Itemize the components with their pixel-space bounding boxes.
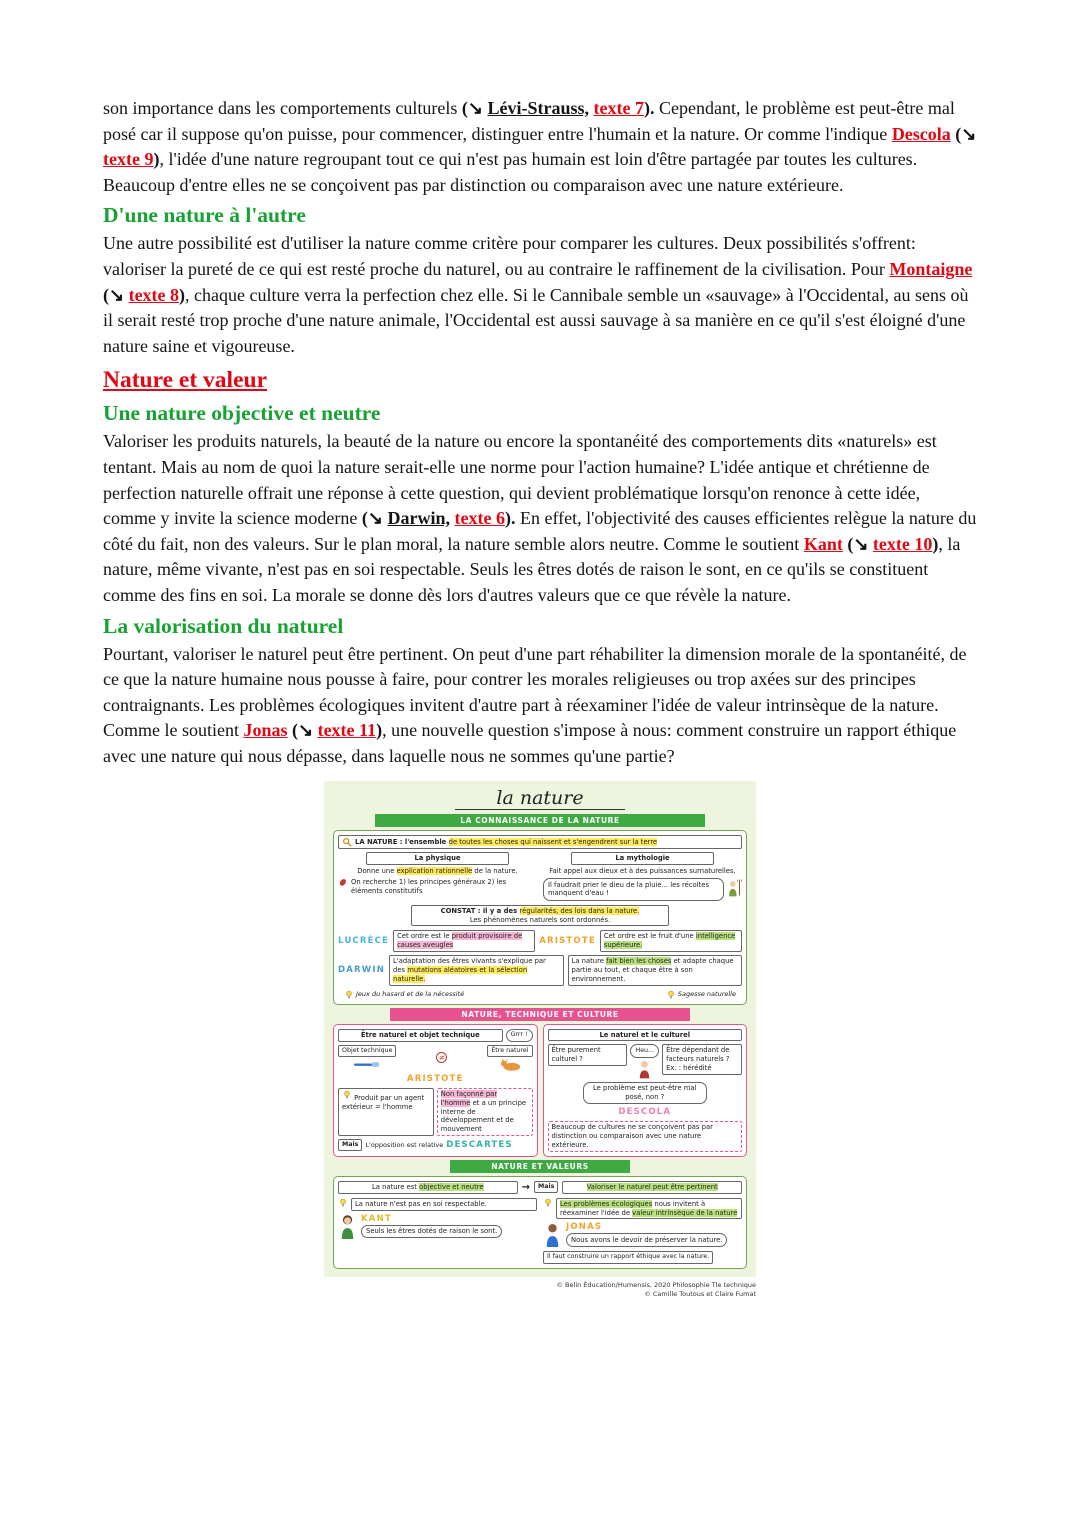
text-run: ) (179, 284, 186, 305)
heading-la-valorisation-du-naturel: La valorisation du naturel (103, 613, 344, 638)
paragraph (103, 96, 977, 198)
captions-row (338, 990, 742, 1000)
link-texte-11[interactable]: texte 11 (317, 720, 377, 741)
caption-right (666, 990, 736, 1000)
paragraph (103, 642, 977, 770)
aristote-highlight: intelligence supérieure. (603, 932, 736, 950)
technique-row (333, 1024, 747, 1157)
lucrece-aristote-row (338, 930, 742, 952)
cultural-question-box: Être purement culturel ? (548, 1044, 628, 1066)
credits (324, 1281, 756, 1301)
definition-text (355, 838, 657, 847)
bulb-icon (666, 990, 676, 1000)
text-run: (↘ (842, 533, 873, 554)
produced-box (338, 1088, 434, 1136)
technique-left-title: Être naturel et objet technique (338, 1029, 503, 1042)
heading-d-une-nature-a-l-autre: D'une nature à l'autre (103, 203, 306, 228)
kant-person-icon (338, 1214, 357, 1239)
constat-highlight: régularités, des lois dans la nature. (519, 906, 640, 915)
bulb-icon (342, 1090, 352, 1100)
technique-right-title: Le naturel et le culturel (548, 1029, 743, 1042)
physics-search-text: On recherche 1) les principes généraux 2) les éléments constitutifs (351, 878, 507, 895)
problem-bubble: Le problème est peut-être mal posé, non ? (583, 1082, 707, 1105)
physics-text-end: de la nature. (472, 867, 518, 876)
kant-column (338, 1198, 537, 1264)
not-shaped-highlight: Non façonné par l'homme (440, 1089, 498, 1107)
magnifier-icon (342, 837, 352, 847)
object-label: Objet technique (338, 1045, 396, 1057)
technical-object (338, 1045, 396, 1071)
link-texte-10[interactable]: texte 10 (872, 533, 933, 554)
physics-search-row (338, 878, 537, 896)
link-darwin[interactable]: Darwin, (387, 508, 450, 529)
link-texte-6[interactable]: texte 6 (454, 508, 505, 529)
dependent-question-box: Être dépendant de facteurs naturels ? Ex. : hérédité (662, 1044, 742, 1074)
text-run: (↘ (287, 720, 318, 741)
banner-technique: NATURE, TECHNIQUE ET CULTURE (390, 1008, 690, 1021)
man-icon (637, 1059, 652, 1079)
kant-thesis-box: La nature n'est pas en soi respectable. (351, 1198, 537, 1211)
physics-text-lead: Donne une (357, 867, 397, 876)
kant-jonas-row (338, 1198, 742, 1264)
lucrece-text: Cet ordre est le (397, 932, 452, 941)
toothbrush-icon (354, 1058, 380, 1071)
kant-label: KANT (361, 1213, 392, 1224)
paragraph (103, 429, 977, 608)
cat-speech-bubble: Grrr ! (506, 1029, 533, 1042)
jonas-thesis-highlight-1: Les problèmes écologiques (560, 1199, 653, 1208)
objective-neutral-highlight: objective et neutre (419, 1182, 484, 1191)
banner-valeurs: NATURE ET VALEURS (450, 1160, 630, 1173)
credits-line2: © Camille Toutous et Claire Fumat (644, 1290, 756, 1299)
jonas-note-box: Il faut construire un rapport éthique avec la nature. (543, 1251, 713, 1263)
text-run: En effet, l'objectivité des causes efficientes relègue la nature du côté du fait, non des valeurs. Sur le plan moral, la nature semble alors neutre. Comme le soutient (103, 508, 977, 554)
heu-bubble: Heu... (630, 1044, 659, 1057)
definition-lead: LA NATURE : l'ensemble (355, 838, 449, 847)
jonas-thesis-row (543, 1198, 742, 1220)
constat-lead: CONSTAT : il y a des (440, 906, 520, 915)
not-shaped-text: et a un principe interne de développement et de mouvement (440, 1098, 527, 1134)
mythology-title: La mythologie (571, 852, 714, 865)
finalism-text: La nature (571, 957, 607, 966)
credits-line1: © Belin Éducation/Humensis, 2020 Philosophie Tle technique (556, 1280, 756, 1289)
link-jonas[interactable]: Jonas (243, 720, 288, 741)
text-run: , une nouvelle question s'impose à nous: comment construire un rapport éthique avec une nature qui nous dépasse, dans laquelle nous ne sommes qu'une partie? (103, 720, 957, 766)
aristote-box (600, 930, 742, 952)
values-panel (333, 1176, 747, 1269)
jonas-figure-row (543, 1222, 742, 1263)
natural-label: Être naturel (487, 1045, 532, 1057)
bulb-icon (344, 990, 354, 1000)
text-run: Cependant, le problème est peut-être mal posé car il suppose qu'on puisse, pour commencer, distinguer entre l'humain et la nature. Or comme l'indique (103, 98, 955, 144)
kant-thesis-row (338, 1198, 537, 1211)
text-run: ) (932, 533, 939, 554)
link-descola[interactable]: Descola (891, 123, 951, 144)
descartes-row (338, 1139, 533, 1151)
culture-question-row (548, 1044, 743, 1078)
darwin-highlight: mutations aléatoires et la sélection naturelle. (393, 965, 528, 983)
text-run: , l'idée d'une nature regroupant tout ce qui n'est pas humain est loin d'être partagée par toutes les cultures. Beaucoup d'entre elles ne se conçoivent pas par distinction ou comparaison avec une nature extérieure. (103, 149, 918, 195)
darwin-row (338, 955, 742, 985)
heading-nature-et-valeur: Nature et valeur (103, 367, 268, 394)
text-run: Pourtant, valoriser le naturel peut être pertinent. On peut d'une part réhabiliter la dimension morale de la spontanéité, de ce que la nature humaine nous pousse à faire, pour contrer les morales religieuses ou trop axées sur des principes contraignants. Les problèmes écologiques invitent d'autre part à réexaminer l'idée de valeur intrinsèque de la nature. Comme le soutient (103, 643, 967, 741)
lucrece-highlight: produit provisoire de causes aveugles (397, 932, 523, 950)
lucrece-box (393, 930, 535, 952)
kant-text-block (361, 1214, 502, 1239)
finalism-highlight: fait bien les choses (606, 957, 672, 966)
link-texte-8[interactable]: texte 8 (128, 284, 180, 305)
farmer-icon (727, 878, 742, 898)
jonas-bubble: Nous avons le devoir de préserver la nature. (566, 1233, 727, 1247)
farmer-speech-bubble: Il faudrait prier le dieu de la pluie... les récoltes manquent d'eau ! (543, 878, 724, 901)
arrow-icon: → (521, 1181, 530, 1193)
text-run: Valoriser les produits naturels, la beauté de la nature ou encore la spontanéité des comportements dits «naturels» est tentant. Mais au nom de quoi la nature serait-elle une norme pour l'action humaine? L'idée antique et chrétienne de perfection naturelle offrait une réponse à cette question, qui devient problématique lorsqu'on renonce à cette idée, comme y invite la science moderne (103, 431, 937, 529)
link-montaigne[interactable]: Montaigne (889, 258, 973, 279)
physics-text-highlight: explication rationnelle (396, 867, 473, 876)
lucrece-label: LUCRÈCE (338, 935, 390, 946)
physics-mythology-row (338, 852, 742, 900)
mythology-text: Fait appel aux dieux et à des puissances surnaturelles. (549, 867, 736, 876)
object-vs-natural-row (338, 1045, 533, 1071)
text-run: ) (376, 720, 383, 741)
not-shaped-box (437, 1088, 533, 1136)
text-run: , chaque culture verra la perfection chez elle. Si le Cannibale semble un «sauvage» à l'Occidental, au sens où il serait resté trop proche d'une nature animale, l'Occidental est aussi sauvage à sa manière en ce qu'il s'est éloigné d'une nature saine et vigoureuse. (103, 284, 969, 356)
aristote-text: Cet ordre est le fruit d'une (603, 932, 696, 941)
opposition-text: L'opposition est relative (365, 1140, 444, 1149)
caption-right-text: Sagesse naturelle (677, 990, 736, 999)
constat-box (411, 905, 670, 927)
kant-bubble: Seuls les êtres dotés de raison le sont. (361, 1225, 502, 1239)
heading-une-nature-objective-et-neutre: Une nature objective et neutre (103, 401, 381, 426)
darwin-label: DARWIN (338, 964, 386, 975)
farmer-row (543, 878, 742, 901)
aristote-criteria-row (338, 1088, 533, 1136)
natural-being (487, 1045, 532, 1071)
values-header-row (338, 1181, 742, 1194)
caption-left (344, 990, 464, 1000)
text-run: (↘ (103, 284, 129, 305)
descartes-label: DESCARTES (446, 1139, 513, 1150)
infographic-wrapper (324, 781, 756, 1300)
article-text (103, 96, 977, 769)
text-run: (↘ (950, 123, 977, 144)
infographic-title: la nature (455, 787, 625, 810)
objective-neutral-text: La nature est (372, 1182, 420, 1191)
jonas-thesis-box (556, 1198, 742, 1220)
jonas-thesis-highlight-2: valeur intrinsèque de la nature (632, 1208, 738, 1217)
bulb-icon (543, 1198, 553, 1208)
banner-connaissance: LA CONNAISSANCE DE LA NATURE (375, 814, 705, 827)
jonas-person-icon (543, 1222, 562, 1247)
text-run: ). (504, 508, 516, 529)
jonas-thesis-text: nous invitent à réexaminer l'idée de (560, 1199, 706, 1217)
mythology-column (543, 852, 742, 900)
jonas-column (543, 1198, 742, 1264)
mais-box-2: Mais (534, 1181, 558, 1193)
bulb-icon (338, 1198, 348, 1208)
constat-line2: Les phénomènes naturels sont ordonnés. (469, 915, 611, 924)
produced-text: Produit par un agent extérieur = l'homme (342, 1093, 425, 1111)
descola-box: Beaucoup de cultures ne se conçoivent pas par distinction ou comparaison avec une nature extérieure. (548, 1121, 743, 1151)
physics-title: La physique (366, 852, 509, 865)
technique-right-panel (543, 1024, 748, 1157)
jonas-text-block (566, 1222, 727, 1247)
darwin-box (389, 955, 563, 985)
technique-left-panel (333, 1024, 538, 1157)
caption-left-text: Jeux du hasard et de la nécessité (356, 990, 465, 999)
text-run: , la nature, même vivante, n'est pas en soi respectable. Seuls les êtres dotés de raison le sont, en ce qu'ils se constituent comme des fins en soi. La morale se donne dès lors d'autres valeurs que ce que révèle la nature. (103, 533, 961, 605)
cat-icon (497, 1058, 523, 1071)
link-texte-7[interactable]: texte 7 (593, 98, 644, 118)
physics-column (338, 852, 537, 900)
text-run: Une autre possibilité est d'utiliser la nature comme critère pour comparer les cultures. Deux possibilités s'offrent: valoriser la pureté de ce qui est resté proche du naturel, ou au contraire le raffinement de la civilisation. Pour (103, 233, 916, 279)
link-kant[interactable]: Kant (803, 533, 843, 554)
mais-box: Mais (338, 1139, 362, 1151)
infographic (324, 781, 756, 1276)
text-run: (↘ (461, 98, 488, 118)
valorisation-box (562, 1181, 742, 1194)
link-levi-strauss[interactable]: Lévi-Strauss, (487, 98, 590, 118)
not-equal-sign: ≠ (436, 1052, 447, 1063)
aristote2-label: ARISTOTE (406, 1073, 464, 1084)
paragraph (103, 231, 977, 359)
technique-left-header (338, 1029, 533, 1042)
finalism-text-end: et adapte chaque partie au tout, et chaque être à son environnement. (571, 957, 734, 983)
descola-label: DESCOLA (618, 1107, 672, 1118)
physics-text (357, 867, 517, 876)
knowledge-panel (333, 830, 747, 1004)
finalism-box (568, 955, 742, 985)
darwin-text: L'adaptation des êtres vivants s'explique par des (393, 957, 546, 974)
kant-figure-row (338, 1214, 537, 1239)
definition-highlight: de toutes les choses qui naissent et s'engendrent sur la terre (448, 838, 658, 847)
organ-icon (338, 878, 348, 888)
text-run: son importance dans les comportements culturels (103, 98, 462, 118)
link-texte-9[interactable]: texte 9 (103, 149, 154, 170)
text-run: (↘ (361, 508, 388, 529)
man-column (630, 1044, 659, 1078)
objective-neutral-box (338, 1181, 518, 1194)
valorisation-highlight: Valoriser le naturel peut être pertinent (586, 1182, 718, 1191)
text-run: ). (643, 98, 655, 118)
text-run: ) (153, 149, 160, 170)
jonas-label: JONAS (566, 1222, 603, 1233)
aristote-label: ARISTOTE (539, 935, 596, 946)
nature-definition-box (338, 835, 742, 849)
